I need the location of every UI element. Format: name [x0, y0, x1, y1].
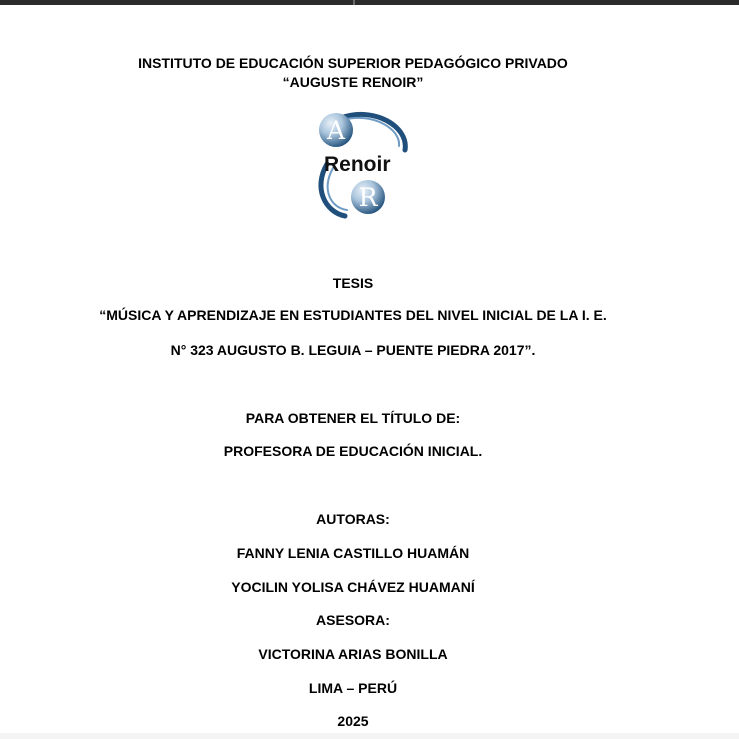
top-bar-tick: [353, 0, 355, 5]
institution-name-line2: “AUGUSTE RENOIR”: [282, 74, 424, 90]
renoir-logo: [311, 106, 415, 222]
page-bottom-edge: [0, 733, 739, 739]
author-name: FANNY LENIA CASTILLO HUAMÁN: [236, 545, 470, 561]
degree-label: PARA OBTENER EL TÍTULO DE:: [245, 410, 461, 426]
logo-wordmark: Renoir: [324, 153, 391, 176]
thesis-title-line1: “MÚSICA Y APRENDIZAJE EN ESTUDIANTES DEL NIVEL INICIAL DE LA I. E.: [99, 307, 607, 323]
document-type: TESIS: [332, 275, 374, 291]
institution-name-line1: INSTITUTO DE EDUCACIÓN SUPERIOR PEDAGÓGICO PRIVADO: [138, 55, 568, 71]
window-top-bar: [0, 0, 739, 5]
logo-letter-a: A: [326, 116, 346, 145]
degree-title: PROFESORA DE EDUCACIÓN INICIAL.: [223, 443, 483, 459]
location: LIMA – PERÚ: [308, 680, 398, 696]
author-name: YOCILIN YOLISA CHÁVEZ HUAMANÍ: [231, 579, 475, 595]
logo-letter-r: R: [358, 183, 378, 212]
advisor-label: ASESORA:: [316, 612, 390, 628]
advisor-name: VICTORINA ARIAS BONILLA: [258, 646, 448, 662]
thesis-title-line2: N° 323 AUGUSTO B. LEGUIA – PUENTE PIEDRA 2017”.: [170, 342, 536, 358]
year: 2025: [337, 713, 369, 729]
authors-label: AUTORAS:: [316, 511, 390, 527]
